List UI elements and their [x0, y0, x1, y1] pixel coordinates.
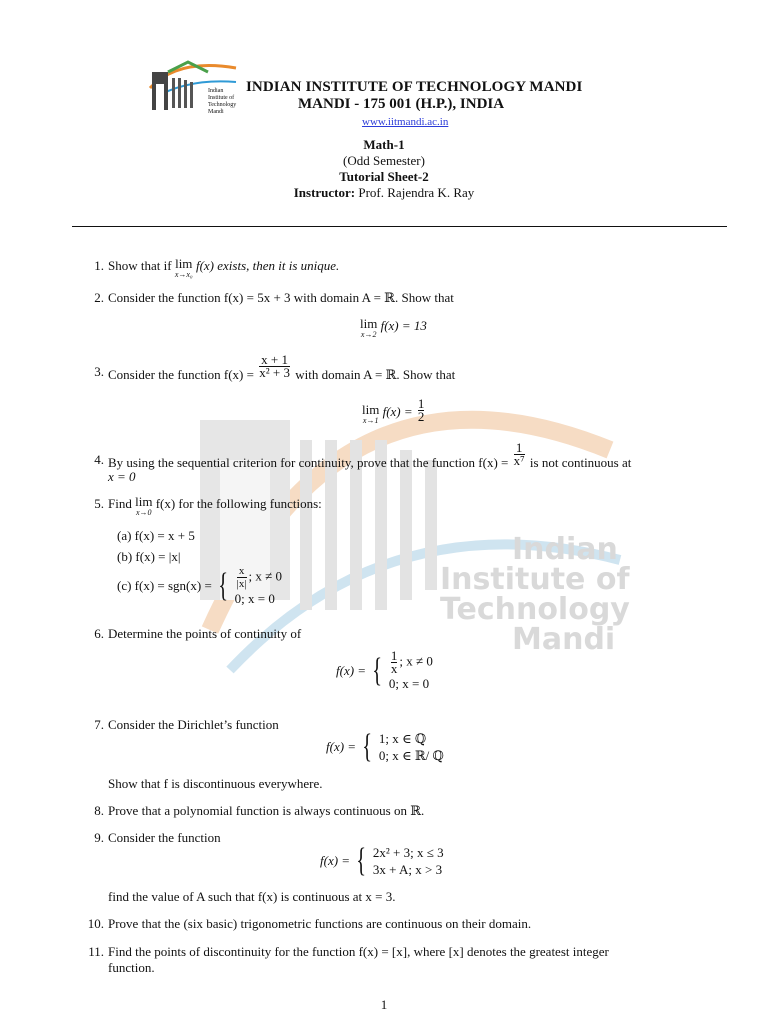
question-number: 7. — [94, 717, 104, 732]
question-text: Show that if — [108, 258, 172, 273]
equation-expression: f(x) = 13 — [380, 318, 427, 333]
sub-question-a: (a) f(x) = x + 5 — [117, 528, 195, 543]
sub-question-b: (b) f(x) = |x| — [117, 549, 181, 564]
fraction-denominator: x — [390, 661, 398, 676]
equation-lhs: (c) f(x) = sgn(x) = — [117, 578, 212, 593]
lim-subscript: x→1 — [362, 416, 379, 425]
logo-text: Indian — [208, 88, 224, 94]
question-text: Consider the function f(x) = — [108, 367, 254, 383]
question-number: 2. — [94, 290, 104, 305]
question-text: f(x) for the following functions: — [155, 496, 322, 511]
tutorial-sheet-title: Tutorial Sheet-2 — [339, 169, 429, 184]
case-condition: 2x² + 3; x ≤ 3 — [372, 845, 444, 860]
question-text: is not continuous at — [529, 455, 632, 471]
question-number: 5. — [94, 496, 104, 511]
course-semester: (Odd Semester) — [343, 153, 425, 168]
instructor-line — [224, 185, 544, 201]
equation-expression: f(x) = — [382, 404, 413, 419]
lim-operator: lim — [362, 402, 380, 417]
equation-lhs: f(x) = — [336, 663, 367, 678]
question-number: 4. — [94, 452, 104, 467]
question-10 — [80, 916, 700, 932]
case-condition: ; x ≠ 0 — [399, 653, 433, 669]
lim-operator: lim — [175, 256, 193, 271]
question-1 — [80, 258, 700, 282]
lim-subscript: x→0 — [135, 508, 152, 517]
question-9-followup: find the value of A such that f(x) is continuous at x = 3. — [108, 889, 396, 904]
equation-q9: f(x) = { 2x² + 3; x ≤ 3 3x + A; x > 3 — [320, 842, 444, 879]
question-4 — [80, 440, 700, 484]
question-number: 6. — [94, 626, 104, 641]
equation-q2 — [360, 318, 427, 340]
fraction-numerator: x + 1 — [261, 352, 288, 367]
logo-text: Institute of — [208, 95, 235, 101]
question-text: with domain A = ℝ. Show that — [295, 367, 456, 383]
question-text: f(x) exists, then it is unique. — [195, 258, 340, 273]
question-7-followup: Show that f is discontinuous everywhere. — [108, 776, 323, 791]
question-number: 11. — [88, 944, 104, 959]
fraction-denominator: 2 — [417, 409, 425, 424]
instructor-label: Instructor: — [293, 185, 356, 200]
fraction-numerator: x — [238, 565, 245, 577]
question-3 — [80, 352, 700, 388]
fraction-numerator: 1 — [515, 440, 523, 455]
equation-lhs: f(x) = — [320, 853, 351, 868]
fraction-denominator: x² + 3 — [259, 365, 290, 380]
question-8 — [80, 803, 700, 819]
institute-website-link[interactable]: www.iitmandi.ac.in — [362, 116, 449, 128]
lim-subscript: x→x₀ — [174, 270, 193, 279]
question-6 — [80, 626, 700, 642]
question-text: Prove that the (six basic) trigonometric functions are continuous on their domain. — [108, 916, 532, 931]
question-number: 1. — [94, 258, 104, 273]
question-number: 3. — [94, 364, 104, 379]
institute-name: INDIAN INSTITUTE OF TECHNOLOGY MANDI — [246, 79, 583, 95]
equation-q7: f(x) = { 1; x ∈ ℚ 0; x ∈ ℝ/ ℚ — [326, 728, 444, 765]
header-divider — [72, 226, 727, 227]
logo-text: Technology — [208, 102, 237, 108]
lim-operator: lim — [360, 316, 378, 331]
question-number: 10. — [87, 916, 104, 931]
institute-address: MANDI - 175 001 (H.P.), INDIA — [298, 96, 505, 112]
case-condition: 3x + A; x > 3 — [372, 862, 443, 877]
fraction-denominator: x⁷ — [513, 453, 525, 468]
watermark-line: Indian — [512, 532, 618, 567]
question-text: x = 0 — [108, 469, 136, 484]
question-text: function. — [108, 960, 155, 975]
question-text: Consider the function f(x) = 5x + 3 with domain A = ℝ. Show that — [108, 290, 454, 305]
case-condition: 0; x = 0 — [234, 591, 275, 606]
institute-logo — [148, 58, 238, 118]
case-condition: 0; x ∈ ℝ/ ℚ — [378, 748, 444, 763]
question-text: By using the sequential criterion for continuity, prove that the function f(x) = — [108, 455, 509, 471]
page-number: 1 — [380, 997, 388, 1012]
case-condition: 0; x = 0 — [388, 676, 430, 691]
lim-subscript: x→2 — [360, 330, 377, 339]
equation-lhs: f(x) = — [326, 739, 357, 754]
case-condition: 1; x ∈ ℚ — [378, 731, 427, 746]
question-11 — [80, 944, 700, 976]
fraction-numerator: 1 — [417, 396, 425, 411]
question-text: Consider the Dirichlet’s function — [108, 717, 279, 732]
course-title: Math-1 — [363, 137, 405, 152]
question-text: Find the points of discontinuity for the function f(x) = [x], where [x] denotes the greatest integer — [108, 944, 609, 959]
question-text: Find — [108, 496, 132, 511]
question-text: Prove that a polynomial function is always continuous on ℝ. — [108, 803, 425, 818]
logo-text: Mandi — [208, 109, 224, 115]
question-5 — [80, 496, 700, 520]
question-2 — [80, 290, 700, 306]
equation-q3 — [362, 398, 426, 426]
question-number: 9. — [94, 830, 104, 845]
watermark-line: Mandi — [512, 622, 616, 657]
question-text: Determine the points of continuity of — [108, 626, 302, 641]
instructor-name: Prof. Rajendra K. Ray — [358, 185, 475, 200]
lim-operator: lim — [135, 494, 153, 509]
sub-question-c: (c) f(x) = sgn(x) = { $\frac{x}{|x|}$ ; x ≠ 0 0; x = 0 — [117, 565, 283, 606]
case-condition: ; x ≠ 0 — [248, 568, 283, 584]
watermark-line: Technology — [440, 592, 630, 627]
fraction-denominator: |x| — [236, 578, 247, 590]
equation-q6: f(x) = { $\frac{1}{x}$ ; x ≠ 0 0; x = 0 — [336, 648, 433, 691]
fraction-numerator: 1 — [390, 648, 398, 663]
question-text: Consider the function — [108, 830, 221, 845]
watermark-line: Institute of — [440, 562, 630, 597]
question-number: 8. — [94, 803, 104, 818]
